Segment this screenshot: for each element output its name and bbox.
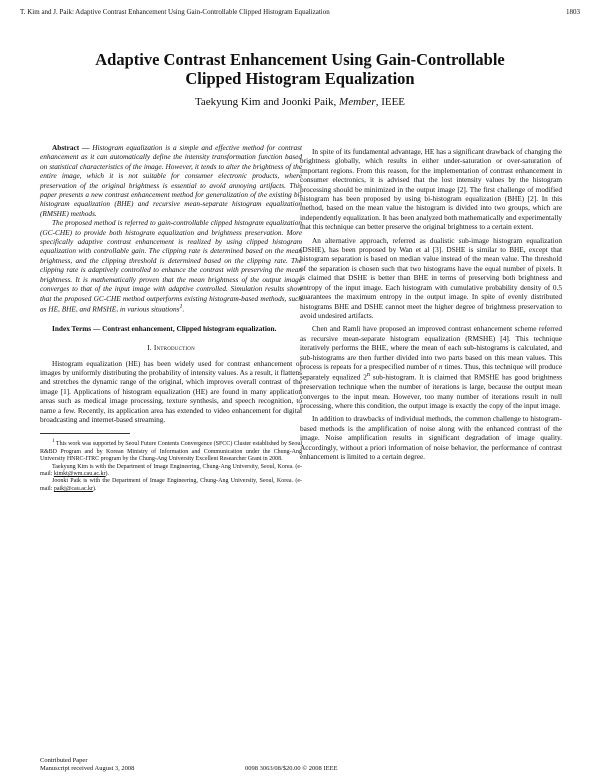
footnote-author-1 [40,464,302,479]
footnote-author-1-end: ). [105,471,110,478]
footnote-funding-text: This work was supported by Seoul Future Contents Convergence (SFCC) Cluster established by Seoul R&BD Program and by Korean Ministry of Information and Communication under the Chung-Ang University HNRC-ITRC program by the Chung-Ang University Excellent Researcher Grant in 2008. [40,441,302,463]
footnote-author-2-end: ). [93,485,97,492]
author-suffix: , IEEE [375,96,406,108]
footnote-divider [40,433,130,434]
intro-paragraph-1: Histogram equalization (HE) has been widely used for contrast enhancement of images by uniformly distributing the probability of intensity values. As a result, it flattens and stretches the dynamic range of the original, which improves overall contrast of the image [1]. Applications of histogram equalization (HE) are found in many application areas such as medical image processing, texture synthesis, and speech recognition, to name a few. Recently, its application area has extended to video enhancement for digital broadcasting and internet-based streaming. [40,358,302,424]
author-role: Member [339,96,376,108]
section-heading-introduction [40,343,302,352]
contributed-paper-label: Contributed Paper [40,757,88,764]
footnote-author-1-text: Taekyung Kim is with the Department of Image Engineering, Chung-Ang University, Seoul, Korea. (e-mail: [40,463,302,478]
paper-title [0,50,600,88]
right-paragraph-2: An alternative approach, referred as dualistic sub-image histogram equalization (DSHE), has been proposed by Wan et al [3]. DSHE is similar to BHE, except that histogram separation is based on median value instead of the mean value. The threshold of the separation is chosen such that two histograms have the equal number of pixels. It is claimed that DSHE is better than BHE in terms of preserving both brightness and entropy of the input image. Each histogram with cumulative probability density of 0.5 guarantees the maximum entropy in the output image. In spite of evenly distributed histograms BHE and DSHE cannot meet the higher degree of brightness preservation to avoid undesired artifacts. [300,235,562,320]
abstract-period: . [182,304,185,314]
author-names: Taekyung Kim and Joonki Paik, [194,96,337,108]
section-title: Introduction [153,343,195,353]
page-number: 1803 [566,8,580,16]
rmshe-text-b: times. Thus, this technique will produce separately equalized 2 [300,361,563,382]
abstract-dash: — [79,143,93,152]
index-terms: Index Terms — Contrast enhancement, Clipped histogram equalization. [52,323,277,333]
author-1-email-link[interactable]: kimkt@wm.cau.ac.kr [53,471,106,478]
iteration-variable: n [438,361,443,371]
left-column [40,143,302,493]
authors [0,96,600,108]
section-number: I. [147,343,152,353]
abstract-paragraph-2 [40,218,302,313]
title-line-2: Clipped Histogram Equalization [185,69,415,88]
page-footer [40,757,560,772]
footnote-funding [40,438,302,463]
index-terms-label: Index Terms [52,323,92,333]
abstract-paragraph-1 [40,143,302,218]
manuscript-received: Manuscript received August 3, 2008 [40,764,135,772]
index-terms-text: Contrast enhancement, Clipped histogram equalization. [102,323,277,333]
abstract-label: Abstract [52,143,80,152]
abstract-footnote-mark: 1 [179,303,183,310]
footnote-mark: 1 [52,439,55,445]
rmshe-text-a: Chen and Ramli have proposed an improved contrast enhancement scheme referred as recursive mean-separate histogram equalization (RMSHE) [4]. This technique iteratively performs the BHE, where the mean of each sub-histograms is calculated, and sub-histograms are then further divided into two parts based on this mean values. This process is repeats for a prespecified number of [300,324,562,371]
running-title: T. Kim and J. Paik: Adaptive Contrast Enhancement Using Gain-Controllable Clipped Histogram Equalization [20,8,330,16]
right-column [300,147,562,461]
rmshe-text-c: sub-histogram. It is claimed that RMSHE has good brightness preservation technique when the number of iterations is large, because the output mean converges to the input mean. However, too many number of iterations result in null processing, where this condition, the output image is exactly the copy of the input image. [300,372,562,410]
footnote-author-2 [40,478,302,493]
abstract-text-2: The proposed method is referred to gain-controllable clipped histogram equalization (GC-CHE) to provide both histogram equalization and brightness preservation. More specifically adaptive contrast enhancement is realized by using clipped histogram equalization with controllable gain. The clipping rate is determined based on the mean brightness, and the clipping threshold is determined based on the clipping rate. The clipping rate is adaptively controlled to enhance the contrast with preserving the mean brightness. It is mathematically proven that the mean brightness of the output image converges to that of the input image with adaptive controlled. Simulation results show that the proposed GC-CHE method outperforms existing histogram-based methods, such as HE, BHE, and RMSHE, in various situations [40,218,302,314]
right-paragraph-1: In spite of its fundamental advantage, HE has a significant drawback of changing the brightness globally, which results in either under-saturation or over-saturation of important regions. From this reason, for the implementation of contrast enhancement in consumer electronics, it is advised that the lost intensity values by the histogram processing should be minimized in the output image [2]. The first challenge of modified histogram has been proposed by using bi-histogram equalization (BHE) [2]. In this method, based on the mean value the histogram is divided into two groups, which are independently equalization. It has been analyzed both mathematically and experimentally that this technique can better preserve the original brightness to a certain extent. [300,147,562,232]
title-line-1: Adaptive Contrast Enhancement Using Gain-Controllable [95,50,505,69]
copyright-line: 0098 3063/08/$20.00 © 2008 IEEE [245,764,338,772]
author-2-email-link[interactable]: paikj@cau.ac.kr [53,485,94,492]
exponent-n: n [366,372,370,379]
abstract-text-1: Histogram equalization is a simple and effective method for contrast enhancement as it can automatically define the intensity transformation function based on statistical characteristics of the image. However, it tends to alter the brightness of the entire image, which it is not suitable for consumer electronic products, where preservation of the original brightness is essential to avoid annoying artifacts. This paper presents a new contrast enhancement method for generalization of the existing bi-histogram equalization (BHE) and recursive mean-separate histogram equalization (RMSHE) methods. [40,143,302,218]
right-paragraph-3 [300,324,562,410]
footnote-author-2-text: Joonki Paik is with the Department of Image Engineering, Chung-Ang University, Seoul, Korea. (e-mail: [40,478,302,492]
right-paragraph-4: In addition to drawbacks of individual methods, the common challenge to histogram-based methods is the amplification of noise along with the enhanced contrast of the image. Noise amplification results in significant degradation of image quality. Accordingly, without a priori information of noise behavior, the performance of contrast enhancement is limited to a certain degree. [300,414,562,462]
